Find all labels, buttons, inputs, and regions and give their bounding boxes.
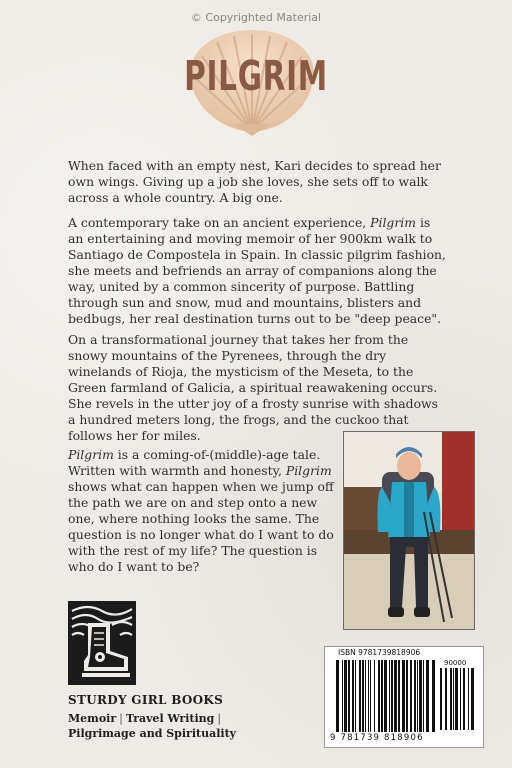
barcode-bar [468, 668, 469, 730]
barcode-bar [402, 660, 405, 732]
category-list [68, 711, 236, 741]
barcode-bar [423, 660, 424, 732]
barcode-bar [362, 660, 364, 732]
publisher-name: STURDY GIRL BOOKS [68, 693, 224, 707]
barcode-bar [359, 660, 361, 732]
isbn-barcode [336, 660, 436, 732]
publisher-logo [68, 601, 136, 685]
barcode-bar [389, 660, 390, 732]
paragraph-text: shows what can happen when we jump off the path we are on and step onto a new one, where nothing looks the same. The question is no longer what do I want to do with the rest of my life? The question is who do I want to be? [68, 479, 334, 574]
barcode-bar [460, 668, 461, 730]
title-italic: Pilgrim [285, 463, 332, 478]
barcode-bar [394, 660, 397, 732]
category-separator: | [217, 712, 222, 725]
barcode-bar [406, 660, 408, 732]
barcode-bar [374, 660, 375, 732]
barcode-bar [348, 660, 350, 732]
title-italic: Pilgrim [370, 215, 416, 230]
barcode-bar [432, 660, 435, 732]
copyright-watermark: © Copyrighted Material [190, 11, 322, 24]
blurb-paragraph-4 [68, 447, 340, 575]
barcode-bar [355, 660, 356, 732]
category-separator: | [119, 712, 123, 725]
barcode-bar [453, 668, 454, 730]
title-italic: Pilgrim [68, 447, 114, 462]
isbn-label: ISBN 9781739818906 [338, 648, 421, 657]
paragraph-text: is an entertaining and moving memoir of her 900km walk to Santiago de Compostela in Spain. In classic pilgrim fashion, she meets and befriends an array of companions along the way, united by a common sincerity of purpose. Battling through sun and snow, mud and mountains, blisters and bedbugs, her real destination turns out to be "deep peace". [68, 215, 446, 326]
price-barcode [440, 668, 476, 730]
category-travel-writing: Travel Writing [125, 712, 215, 725]
barcode-bar [419, 660, 422, 732]
book-title: PILGRIM [184, 52, 328, 100]
barcode-bar [410, 660, 412, 732]
barcode-bar [336, 660, 339, 732]
barcode-bar [381, 660, 383, 732]
barcode-bar [384, 660, 387, 732]
barcode-bar [342, 660, 343, 732]
category-memoir: Memoir [68, 712, 117, 725]
blurb-paragraph-2 [68, 215, 448, 327]
barcode-digits: 9 781739 818906 [330, 733, 424, 743]
barcode-bar [391, 660, 393, 732]
barcode-bar [378, 660, 380, 732]
barcode-bar [440, 668, 442, 730]
blurb-paragraph-1: When faced with an empty nest, Kari decides to spread her own wings. Giving up a job she loves, she sets off to walk across a whole country. A big one. [68, 158, 441, 205]
blurb-paragraph-3: On a transformational journey that takes her from the snowy mountains of the Pyrenees, through the dry winelands of Rioja, the mysticism of the Meseta, to the Green farmland of Galicia, a spiritual reawakening occurs. She revels in the utter joy of a frosty sunrise with shadows a hundred meters long, the frogs, and the cuckoo that follows her for miles. [68, 332, 439, 443]
barcode-bar [398, 660, 400, 732]
price-code: 90000 [444, 659, 467, 667]
barcode-bar [455, 668, 458, 730]
barcode-bar [463, 668, 465, 730]
author-photo [343, 431, 475, 630]
barcode-bar [445, 668, 447, 730]
barcode-bar [426, 660, 429, 732]
barcode-bar [417, 660, 418, 732]
barcode-bar [450, 668, 452, 730]
barcode-bar [414, 660, 416, 732]
paragraph-text: A contemporary take on an ancient experience, [68, 215, 371, 230]
barcode-bar [471, 668, 474, 730]
paragraph-text: is a coming-of-(middle)-age tale. Written with warmth and honesty, [68, 447, 321, 478]
barcode-bar [344, 660, 347, 732]
barcode-bar [370, 660, 371, 732]
barcode-bar [368, 660, 369, 732]
category-pilgrimage: Pilgrimage and Spirituality [68, 727, 237, 740]
barcode-bar [365, 660, 366, 732]
barcode-bar [352, 660, 354, 732]
